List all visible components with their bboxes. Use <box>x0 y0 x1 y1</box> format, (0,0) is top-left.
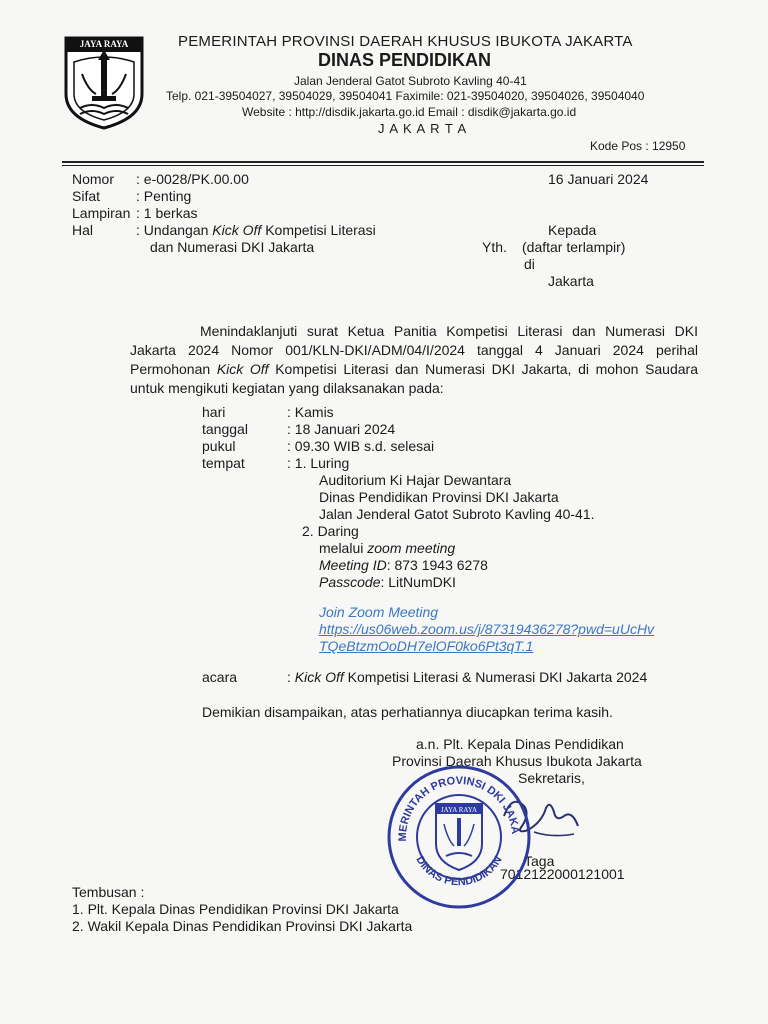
nomor-label: Nomor <box>72 171 115 187</box>
sign-line1: a.n. Plt. Kepala Dinas Pendidikan <box>416 736 624 752</box>
recipient-yth: Yth. <box>482 239 507 255</box>
sifat-value: : Penting <box>136 188 192 204</box>
luring-venue: Auditorium Ki Hajar Dewantara <box>319 472 512 488</box>
header-phone: Telp. 021-39504027, 39504029, 39504041 Faximile: 021-39504020, 39504026, 39504040 <box>166 89 645 103</box>
luring-institution: Dinas Pendidikan Provinsi DKI Jakarta <box>319 489 559 505</box>
zoom-url-line2[interactable]: TQeBtzmOoDH7elOF0ko6Pt3qT.1 <box>319 638 534 654</box>
meeting-id: Meeting ID: 873 1943 6278 <box>319 557 488 573</box>
jakarta-crest-logo <box>62 34 146 130</box>
hari-label: hari <box>202 404 226 420</box>
zoom-url-line1[interactable]: https://us06web.zoom.us/j/87319436278?pwd=uUcHv <box>319 621 655 637</box>
join-zoom-link[interactable]: Join Zoom Meeting <box>319 604 439 620</box>
tempat-label: tempat <box>202 455 245 471</box>
header-city: J A K A R T A <box>378 121 468 136</box>
official-stamp <box>384 762 534 912</box>
tembusan-item-2: 2. Wakil Kepala Dinas Pendidikan Provinsi DKI Jakarta <box>72 918 413 934</box>
header-web: Website : http://disdik.jakarta.go.id Email : disdik@jakarta.go.id <box>242 105 577 119</box>
header-divider-thin <box>62 165 704 166</box>
header-address: Jalan Jenderal Gatot Subroto Kavling 40-41 <box>294 74 527 88</box>
hal-value: : Undangan Kick Off Kompetisi Literasi <box>136 222 376 238</box>
hal-value-line2: dan Numerasi DKI Jakarta <box>150 239 315 255</box>
recipient-kepada: Kepada <box>548 222 597 238</box>
daring-via: melalui zoom meeting <box>319 540 456 556</box>
logo-text: JAYA RAYA <box>79 39 129 49</box>
hal-label: Hal <box>72 222 94 238</box>
header-postal: Kode Pos : 12950 <box>590 139 686 153</box>
tembusan-title: Tembusan : <box>72 884 145 900</box>
luring-address: Jalan Jenderal Gatot Subroto Kavling 40-41. <box>319 506 595 522</box>
header-government: PEMERINTAH PROVINSI DAERAH KHUSUS IBUKOTA JAKARTA <box>178 33 633 50</box>
lampiran-value: : 1 berkas <box>136 205 198 221</box>
nomor-value: : e-0028/PK.00.00 <box>136 171 249 187</box>
recipient-di: di <box>524 256 535 272</box>
sign-line2: Provinsi Daerah Khusus Ibukota Jakarta <box>392 753 642 769</box>
tempat-value: : 1. Luring <box>287 455 350 471</box>
tanggal-label: tanggal <box>202 421 248 437</box>
pukul-label: pukul <box>202 438 236 454</box>
acara-label: acara <box>202 669 238 685</box>
sign-line3: Sekretaris, <box>518 770 585 786</box>
body-paragraph: Menindaklanjuti surat Ketua Panitia Kompetisi Literasi dan Numerasi DKI Jakarta 2024 Nomor 001/KLN-DKI/ADM/04/I/2024 tanggal 4 Januari 2024 perihal Permohonan Kick Off Kompetisi Literasi dan Numerasi DKI Jakarta, di mohon Saudara untuk mengikuti kegiatan yang dilaksanakan pada: <box>130 323 698 396</box>
sign-nip: 7012122000121001 <box>500 866 625 882</box>
hari-value: : Kamis <box>287 404 334 420</box>
svg-text:DINAS PENDIDIKAN <box>413 854 504 888</box>
sifat-label: Sifat <box>72 188 101 204</box>
header-department: DINAS PENDIDIKAN <box>318 50 492 70</box>
letter-date: 16 Januari 2024 <box>548 171 649 187</box>
stamp-top-text: MERINTAH PROVINSI DKI JAKA <box>396 774 522 842</box>
passcode: Passcode: LitNumDKI <box>319 574 456 590</box>
sign-name: Taga <box>524 853 555 869</box>
recipient-city: Jakarta <box>548 273 594 289</box>
tembusan-item-1: 1. Plt. Kepala Dinas Pendidikan Provinsi DKI Jakarta <box>72 901 399 917</box>
pukul-value: : 09.30 WIB s.d. selesai <box>287 438 435 454</box>
acara-value: : Kick Off Kompetisi Literasi & Numerasi DKI Jakarta 2024 <box>287 669 648 685</box>
header-divider-thick <box>62 161 704 163</box>
tanggal-value: : 18 Januari 2024 <box>287 421 396 437</box>
lampiran-label: Lampiran <box>72 205 131 221</box>
stamp-logo-text: JAYA RAYA <box>440 806 478 814</box>
daring-label: 2. Daring <box>302 523 359 539</box>
stamp-bottom-text: DINAS PENDIDIKAN <box>413 854 505 889</box>
recipient-daftar: (daftar terlampir) <box>522 239 626 255</box>
closing-sentence: Demikian disampaikan, atas perhatiannya diucapkan terima kasih. <box>202 704 613 720</box>
